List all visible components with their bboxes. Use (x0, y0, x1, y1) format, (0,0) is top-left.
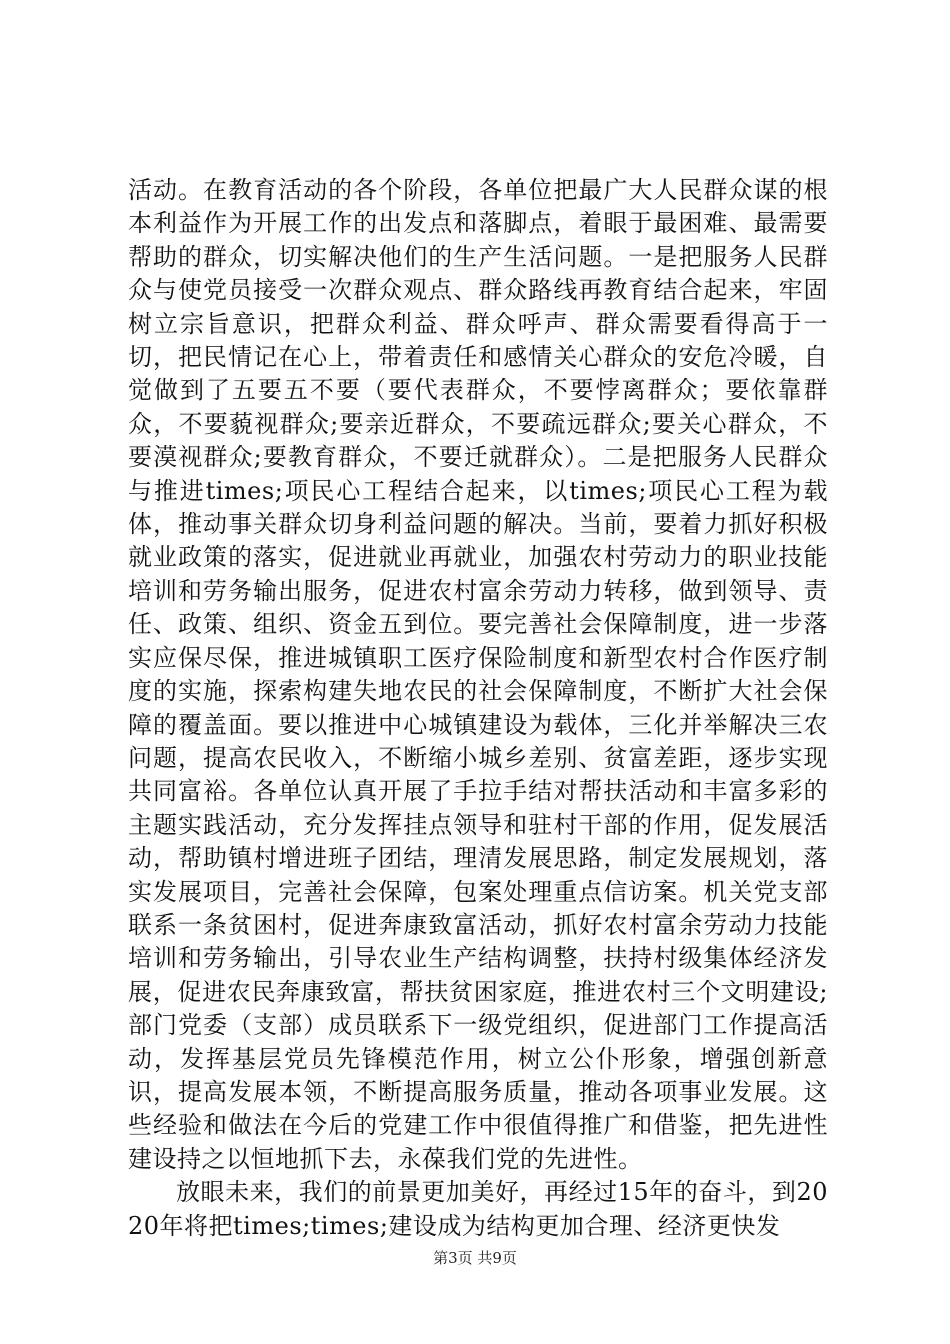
page-number-footer: 第3页 共9页 (433, 1249, 517, 1267)
paragraph-continued: 活动。在教育活动的各个阶段，各单位把最广大人民群众谋的根本利益作为开展工作的出发点和落脚点，着眼于最困难、最需要帮助的群众，切实解决他们的生产生活问题。一是把服务人民群众与使党员接受一次群众观点、群众路线再教育结合起来，牢固树立宗旨意识，把群众利益、群众呼声、群众需要看得高于一切，把民情记在心上，带着责任和感情关心群众的安危冷暖，自觉做到了五要五不要（要代表群众，不要悖离群众；要依靠群众，不要藐视群众;要亲近群众，不要疏远群众;要关心群众，不要漠视群众;要教育群众，不要迁就群众）。二是把服务人民群众与推进times;项民心工程结合起来，以times;项民心工程为载体，推动事关群众切身利益问题的解决。当前，要着力抓好积极就业政策的落实，促进就业再就业，加强农村劳动力的职业技能培训和劳务输出服务，促进农村富余劳动力转移，做到领导、责任、政策、组织、资金五到位。要完善社会保障制度，进一步落实应保尽保，推进城镇职工医疗保险制度和新型农村合作医疗制度的实施，探索构建失地农民的社会保障制度，不断扩大社会保障的覆盖面。要以推进中心城镇建设为载体，三化并举解决三农问题，提高农民收入，不断缩小城乡差别、贫富差距，逐步实现共同富裕。各单位认真开展了手拉手结对帮扶活动和丰富多彩的主题实践活动，充分发挥挂点领导和驻村干部的作用，促发展活动，帮助镇村增进班子团结，理清发展思路，制定发展规划，落实发展项目，完善社会保障，包案处理重点信访案。机关党支部联系一条贫困村，促进奔康致富活动，抓好农村富余劳动力技能培训和劳务输出，引导农业生产结构调整，扶持村级集体经济发展，促进农民奔康致富，帮扶贫困家庭，推进农村三个文明建设;部门党委（支部）成员联系下一级党组织，促进部门工作提高活动，发挥基层党员先锋模范作用，树立公仆形象，增强创新意识，提高发展本领，不断提高服务质量，推动各项事业发展。这些经验和做法在今后的党建工作中很值得推广和借鉴，把先进性建设持之以恒地抓下去，永葆我们党的先进性。 (128, 176, 828, 1173)
document-body (128, 174, 828, 1243)
paragraph-outlook: 放眼未来，我们的前景更加美好，再经过15年的奋斗，到2020年将把times;times;建设成为结构更加合理、经济更快发 (128, 1178, 828, 1240)
